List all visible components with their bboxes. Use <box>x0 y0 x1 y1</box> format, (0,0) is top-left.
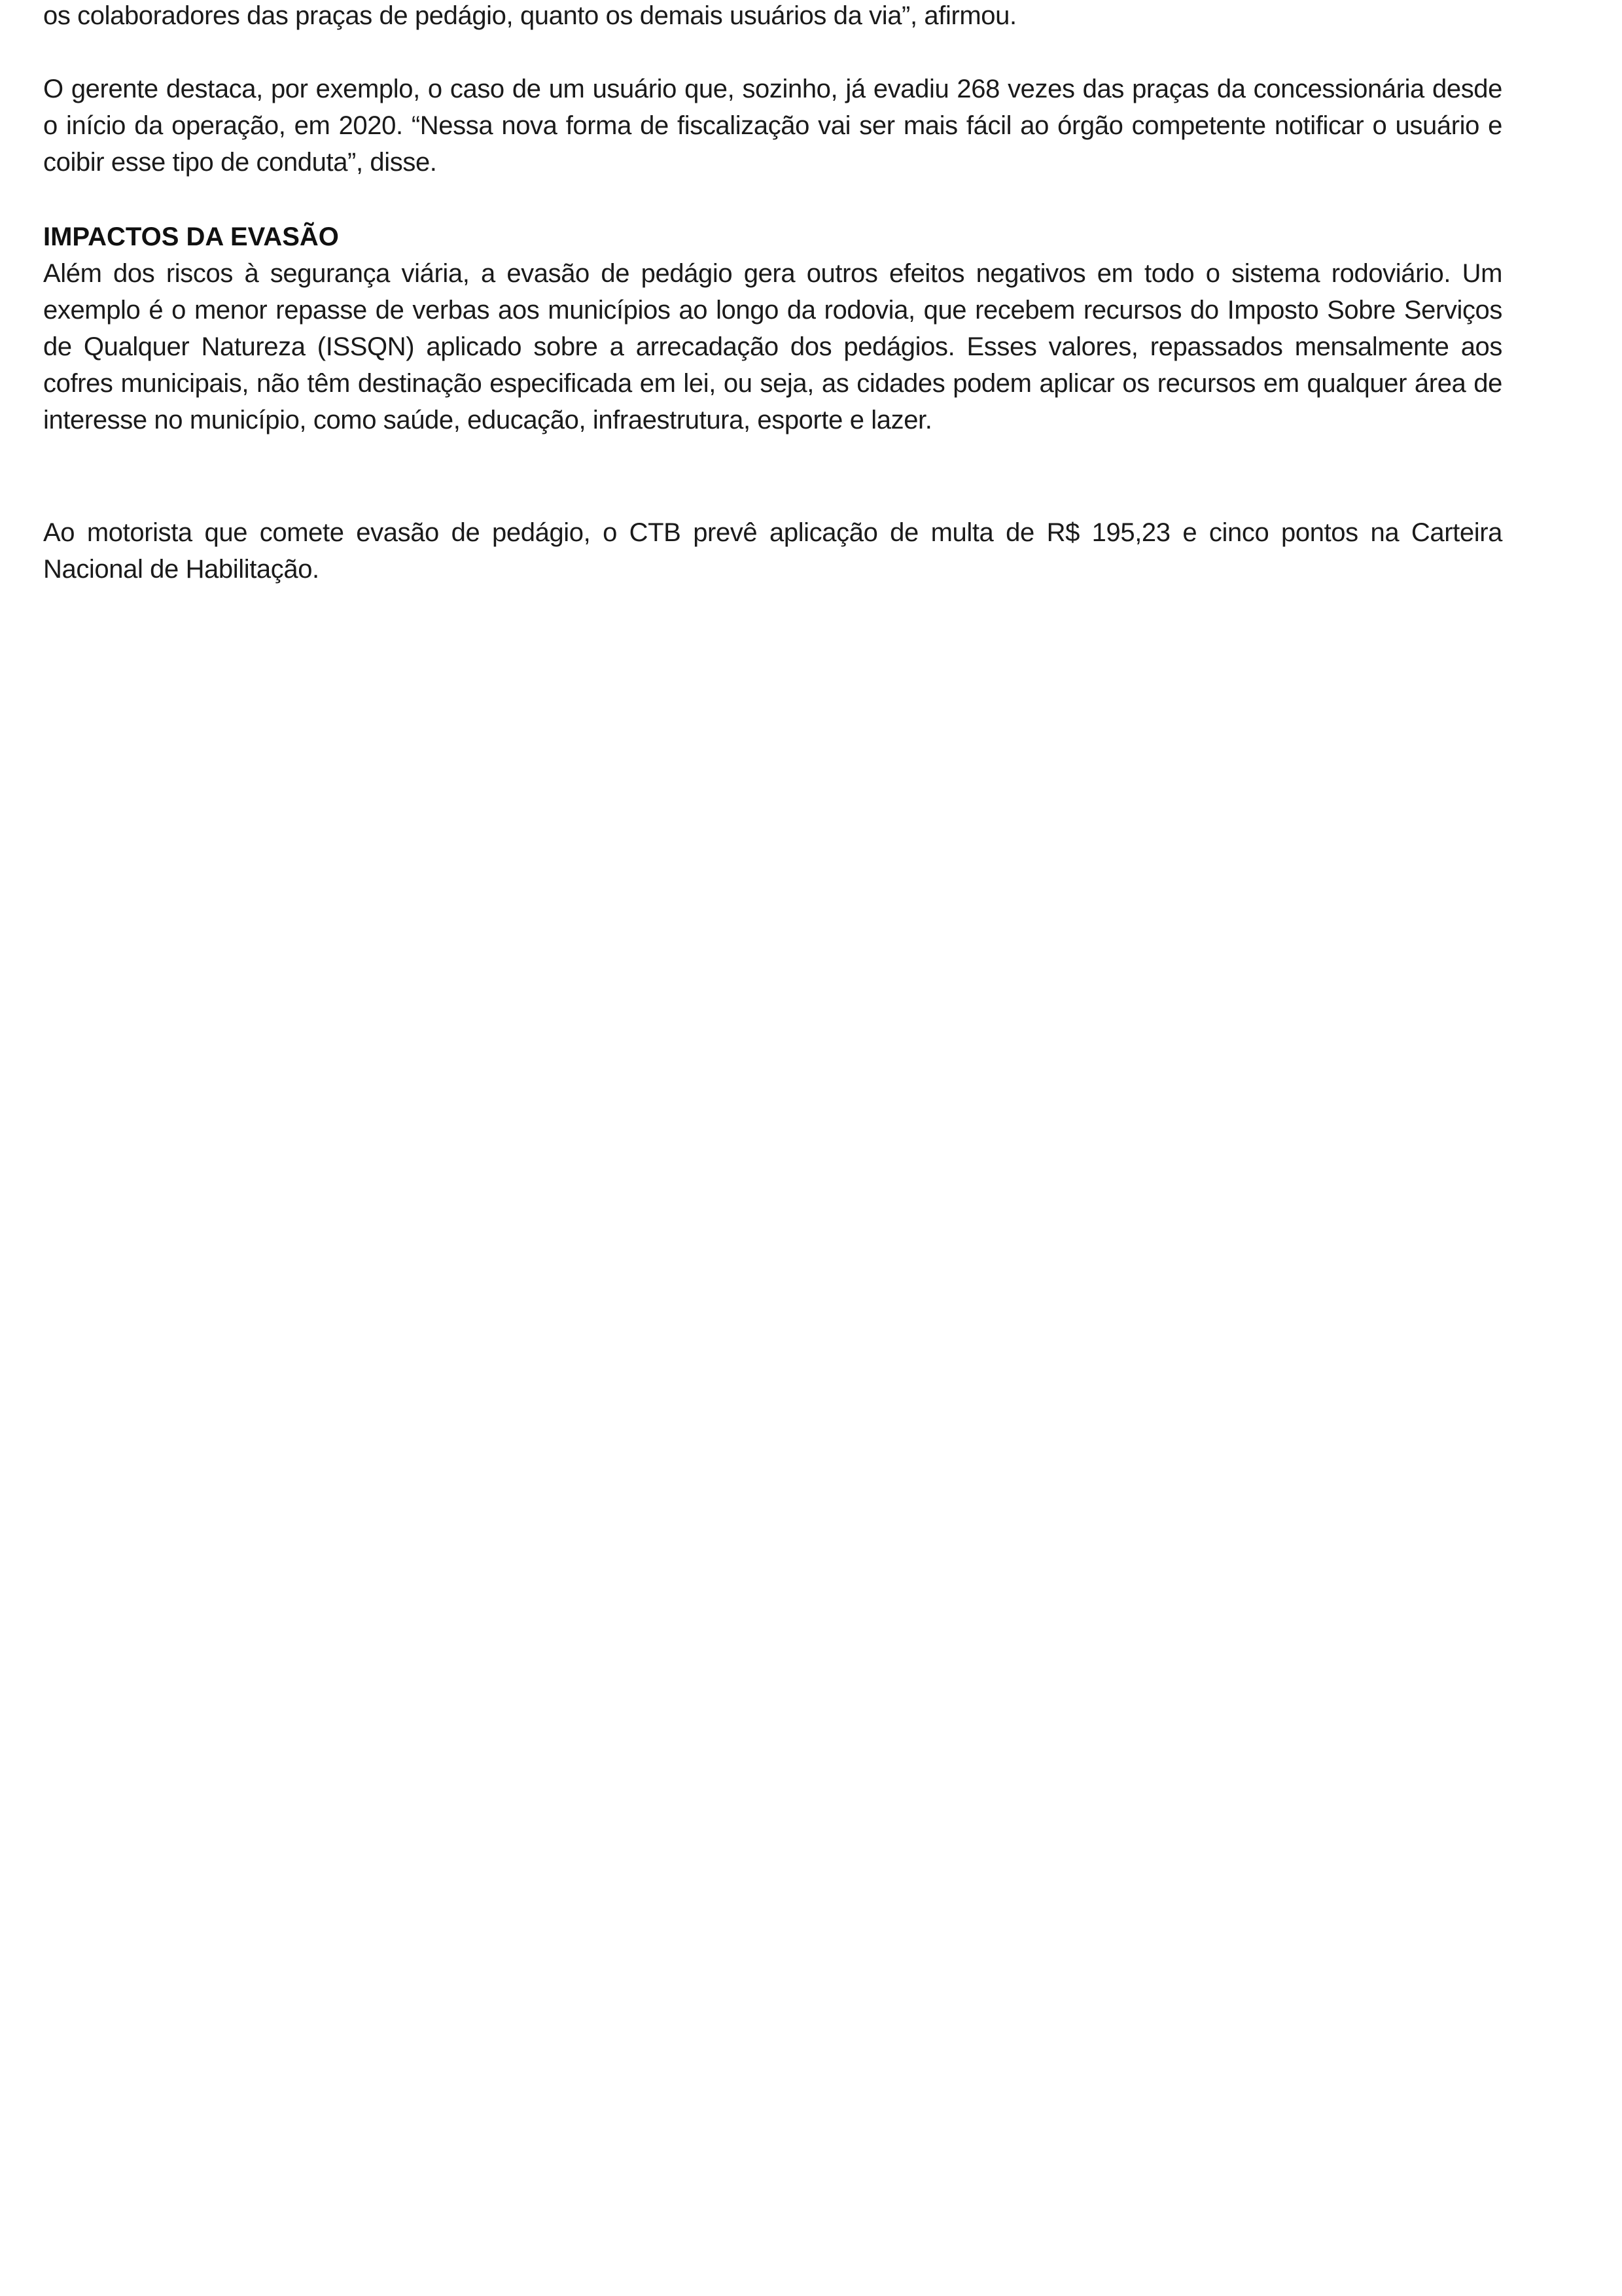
paragraph-penalty: Ao motorista que comete evasão de pedágio, o CTB prevê aplicação de multa de R$ 195,23 e cinco pontos na Carteira Nacional de Habilitação. <box>43 518 1502 584</box>
paragraph-manager-example: O gerente destaca, por exemplo, o caso de um usuário que, sozinho, já evadiu 268 vezes das praças da concessionária desde o início da operação, em 2020. “Nessa nova forma de fiscalização vai ser mais fácil ao órgão competente notificar o usuário e coibir esse tipo de conduta”, disse. <box>43 75 1502 177</box>
paragraph-impacts-body: Além dos riscos à segurança viária, a evasão de pedágio gera outros efeitos negativos em todo o sistema rodoviário. Um exemplo é o menor repasse de verbas aos municípios ao longo da rodovia, que recebem recursos do Imposto Sobre Serviços de Qualquer Natureza (ISSQN) aplicado sobre a arrecadação dos pedágios. Esses valores, repassados mensalmente aos cofres municipais, não têm destinação especificada em lei, ou seja, as cidades podem aplicar os recursos em qualquer área de interesse no município, como saúde, educação, infraestrutura, esporte e lazer. <box>43 259 1502 434</box>
paragraph-intro-tail: os colaboradores das praças de pedágio, quanto os demais usuários da via”, afirmou. <box>43 1 1017 30</box>
section-heading-impacts: IMPACTOS DA EVASÃO <box>43 222 339 251</box>
